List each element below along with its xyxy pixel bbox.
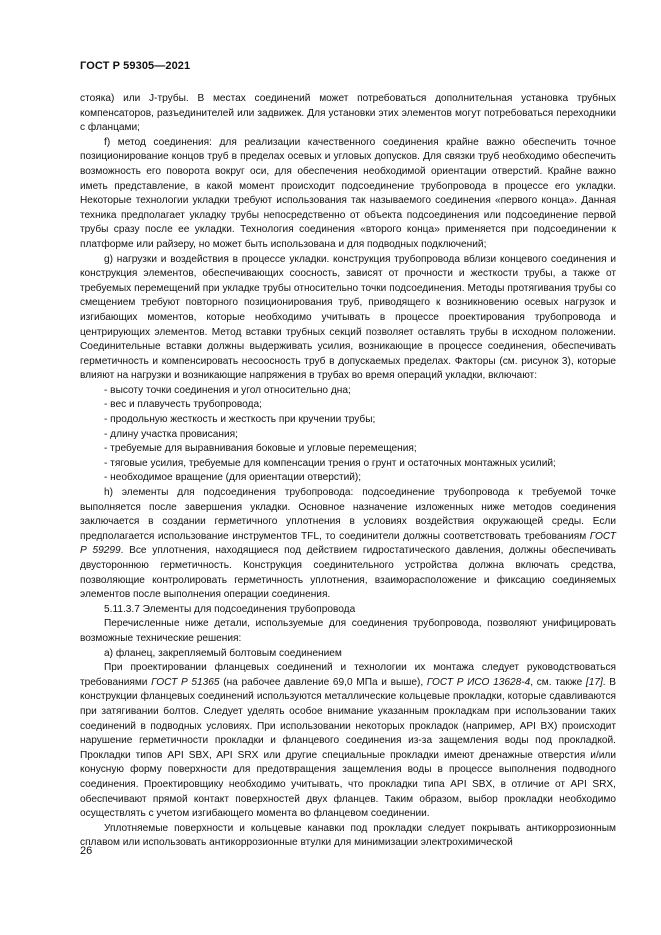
text-run: При проектировании фланцевых соединений и технологии их монтажа следует руководствоваться требованиями	[80, 662, 616, 688]
list-item: - требуемые для выравнивания боковые и угловые перемещения;	[104, 443, 417, 455]
text-run: . Все уплотнения, находящиеся под действием гидростатического давления, должны обеспечивать двустороннюю герметичность. Конструкция соединительного устройства должна включать средства, позволяющие контролировать герметичность уплотнения, взаиморасположение и фиксацию соединяемых элементов после выполнения операции соединения.	[80, 545, 616, 601]
document-header: ГОСТ Р 59305—2021	[80, 60, 191, 72]
standard-reference-link[interactable]: ГОСТ Р 59299	[80, 530, 616, 557]
paragraph-item-a: а) фланец, закрепляемый болтовым соединением	[104, 647, 342, 659]
list-item: - длину участка провисания;	[104, 428, 238, 440]
text-run: , см. также	[530, 676, 586, 688]
paragraph-item-g: g) нагрузки и воздействия в процессе укладки. конструкция трубопровода вблизи концевого соединения и конструкция элементов, обеспечивающих соосность, зависят от прочности и жесткости трубы, а также от требуемых перемещений при укладке трубы относительно точки подсоединения. Методы протягивания трубы со смещением требуют повторного позиционирования труб, приводящего к возникновению осевых нагрузок и изгибающих моментов, которые необходимо учитывать в процессе проектирования трубопровода и центрирующих элементов. Метод вставки трубных секций позволяет оставлять трубы в исходном положении. Соединительные вставки должны выдерживать усилия, возникающие в процессе соединения, обеспечивать герметичность и компенсировать несоосность труб в допускаемых пределах. Факторы (см. рисунок 3), которые влияют на нагрузки и возникающие напряжения в трубах во время операций укладки, включают:	[80, 253, 616, 382]
paragraph-last: Уплотняемые поверхности и кольцевые канавки под прокладки следует покрывать антикоррозионным сплавом или использовать антикоррозионные втулки для минимизации электрохимической	[80, 822, 616, 849]
list-item: - необходимое вращение (для ориентации отверстий);	[104, 472, 362, 484]
section-heading: 5.11.3.7 Элементы для подсоединения трубопровода	[104, 603, 356, 615]
text-run: . В конструкции фланцевых соединений используются металлические кольцевые прокладки, которые сдавливаются при затягивании болтов. Следует уделять особое внимание указанным прокладкам при использовании таких соединений в подводных условиях. При использовании некоторых прокладок (например, API BX) происходит нарушение герметичности прокладки и фланцевого соединения из-за защемления воды под прокладкой. Прокладки типов API SBX, API SRX или другие специальные прокладки имеют дренажные отверстия и/или конусную форму поверхности для предотвращения защемления воды в процессе выполнения подводного соединения. Проектировщику необходимо учитывать, что прокладки типа API SBX, в отличие от API SRX, обеспечивают прямой контакт поверхностей двух фланцев. Таким образом, выбор прокладки необходимо осуществлять с учетом изгибающего момента во фланцевом соединении.	[80, 676, 617, 820]
paragraph-flange	[80, 661, 616, 822]
standard-reference-link[interactable]: ГОСТ Р ИСО 13628-4	[426, 676, 531, 688]
page-number: 26	[80, 845, 93, 857]
paragraph-item-f: f) метод соединения: для реализации качественного соединения крайне важно обеспечить точное позиционирование концов труб в пределах осевых и угловых допусков. Для связки труб необходимо обеспечить возможность его поворота вокруг оси, для обеспечения необходимой ориентации отверстий. Крайне важно иметь представление, в какой момент происходит подсоединение трубопровода в процессе его укладки. Некоторые технологии укладки требуют использования так называемого соединения «первого конца». Данная техника предполагает укладку трубы непосредственно от объекта подсоединения или подсоединение первой трубы сразу после ее укладки. Технология соединения «второго конца» применяется при подсоединении к платформе или райзеру, но может быть использована и для подводных подключений;	[80, 136, 616, 250]
list-item: - продольную жесткость и жесткость при кручении трубы;	[104, 414, 376, 426]
document-body	[80, 92, 616, 851]
standard-reference-link[interactable]: ГОСТ Р 51365	[151, 676, 220, 688]
paragraph-list-intro: Перечисленные ниже детали, используемые для соединения трубопровода, позволяют унифицировать возможные технические решения:	[80, 618, 616, 644]
list-item: - тяговые усилия, требуемые для компенсации трения о грунт и остаточных монтажных усилий;	[104, 457, 556, 469]
bibliography-reference-link[interactable]: [17]	[585, 676, 603, 688]
paragraph-item-h	[80, 486, 616, 603]
text-run: h) элементы для подсоединения трубопровода: подсоединение трубопровода к требуемой точке выполняется после завершения укладки. Основное назначение изложенных ниже методов соединения заключается в создании герметичного уплотнения в условиях воздействия окружающей среды. Если предполагается использование инструментов TFL, то соединители должны соответствовать требованиям	[80, 487, 616, 542]
text-run: (на рабочее давление 69,0 МПа и выше),	[219, 676, 427, 688]
list-item: - вес и плавучесть трубопровода;	[104, 399, 262, 411]
paragraph-continuation: стояка) или J-трубы. В местах соединений может потребоваться дополнительная установка трубных компенсаторов, разъединителей или задвижек. Для установки этих элементов могут потребоваться переходники с фланцами;	[80, 93, 616, 134]
list-item: - высоту точки соединения и угол относительно дна;	[104, 384, 351, 396]
